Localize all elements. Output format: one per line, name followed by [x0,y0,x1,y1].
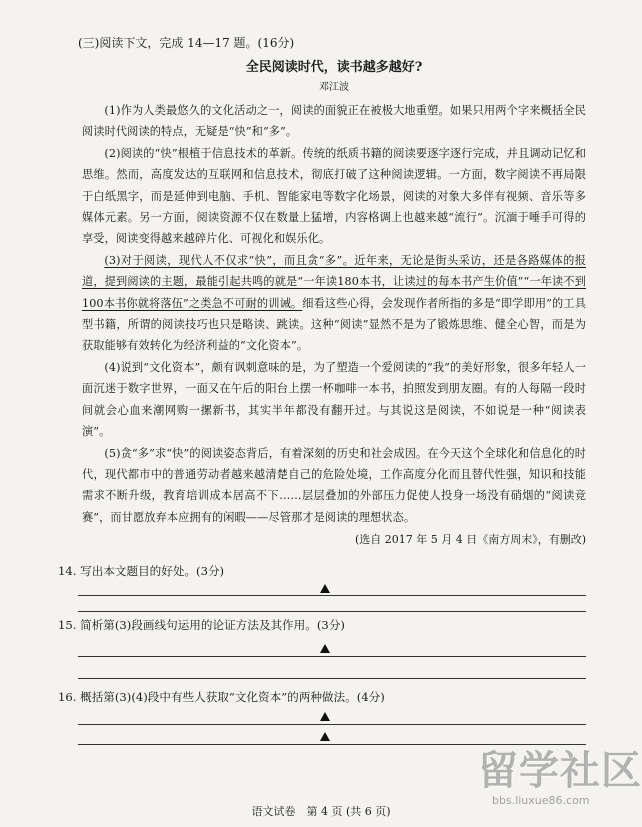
question-16: 16. 概括第(3)(4)段中有些人获取“文化资本”的两种做法。(4分) [58,690,385,705]
underlined-sentence: (3)对于阅读，现代人不仅求“快”，而且贪“多”。近年来，无论是街头采访，还是各路媒体的报道，提到阅读的主题，最能引起共鸣的就是“一年读180本书，让读过的每本书产生价值”“一年读不到100本书你就将落伍”之类急不可耐的训诫。 [82,253,586,310]
paragraph-1: (1)作为人类最悠久的文化活动之一，阅读的面貌正在被极大地重塑。如果只用两个字来概括全民阅读时代阅读的特点，无疑是“快”和“多”。 [82,104,586,139]
paragraph-3 [82,250,586,357]
article-author: 邓江波 [319,82,349,93]
answer-line [78,724,586,725]
paragraph-5: (5)贪“多”求“快”的阅读姿态背后，有着深刻的历史和社会成因。在今天这个全球化和信息化的时代，现代都市中的普通劳动者越来越清楚自己的危险处境，工作高度分化而且替代性强，知识和技能需求不断升级，教育培训成本居高不下……层层叠加的外部压力促使人投身一场没有硝烟的“阅读竞赛”，而甘愿放弃本应拥有的闲暇——尽管那才是阅读的理想状态。 [82,446,586,524]
paragraph-2: (2)阅读的“快”根植于信息技术的革新。传统的纸质书籍的阅读要逐字逐行完成，并且调动记忆和思维。然而，高度发达的互联网和信息技术，彻底打破了这种阅读逻辑。一方面，数字阅读不再局限于白纸黑字，而是延伸到电脑、手机、智能家电等数字化场景，阅读的对象大多伴有视频、音乐等多媒体元素。另一方面，阅读资源不仅在数量上猛增，内容格调上也越来越“流行”。沉湎于唾手可得的享受，阅读变得越来越碎片化、可视化和娱乐化。 [82,146,586,246]
question-15: 15. 简析第(3)段画线句运用的论证方法及其作用。(3分) [58,618,345,633]
answer-area-14[interactable] [58,580,586,614]
paragraph-3-rest: 细看这些心得，会发现作者所指的多是“即学即用”的工具型书籍，所谓的阅读技巧也只是略读、跳读。这种“阅读”显然不是为了锻炼思维、健全心智，而是为获取能够有效转化为经济利益的“文化资本”。 [82,296,586,353]
answer-line [78,656,586,657]
answer-line [78,595,586,596]
triangle-marker-icon [320,732,330,741]
page-footer: 语文试卷 第 4 页 (共 6 页) [251,805,391,818]
watermark-brand: 留学社区 [478,748,642,794]
question-14: 14. 写出本文题目的好处。(3分) [58,564,225,579]
answer-line [78,611,586,612]
paragraph-4: (4)说到“文化资本”，颇有讽刺意味的是，为了塑造一个爱阅读的“我”的美好形象，很多年轻人一面沉迷于数字世界，一面又在午后的阳台上摆一杯咖啡一本书，拍照发到朋友圈。有的人每隔一段时间就会心血来潮网购一摞新书，其实半年都没有翻开过。与其说这是阅读，不如说是一种“阅读表演”。 [82,360,586,439]
watermark-url: bbs.liuxue86.com [492,794,590,807]
article-title: 全民阅读时代，读书越多越好? [245,60,423,75]
section-heading: (三)阅读下文，完成 14—17 题。(16分) [78,36,295,50]
triangle-marker-icon [320,584,330,593]
triangle-marker-icon [320,644,330,653]
watermark-logo [478,748,642,810]
answer-line [78,744,586,745]
article-source: (选自 2017 年 5 月 4 日《南方周末》，有删改) [354,533,586,547]
answer-area-15[interactable] [58,634,586,684]
triangle-marker-icon [320,712,330,721]
answer-line [78,678,586,679]
